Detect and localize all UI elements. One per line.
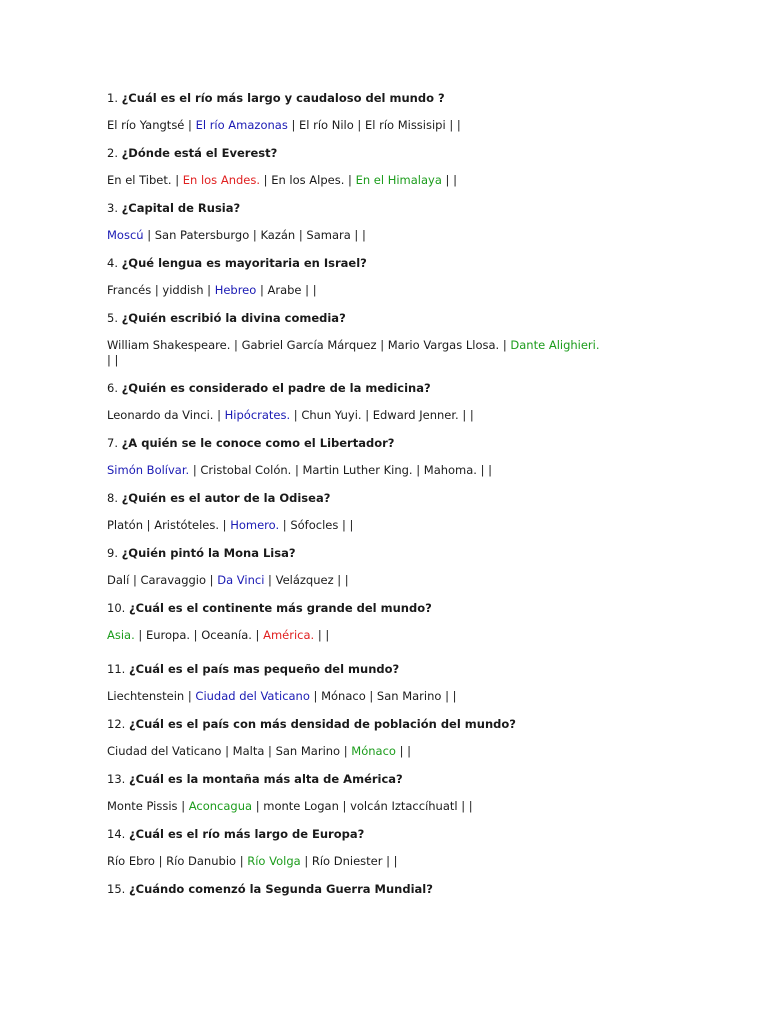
- question-text: ¿Cuál es el continente más grande del mundo?: [128, 601, 432, 615]
- separator: |: [143, 228, 155, 242]
- answer-option: Río Ebro: [107, 854, 155, 868]
- answer-options: [107, 173, 607, 188]
- question-block: [107, 90, 607, 133]
- question-block: [107, 545, 607, 588]
- separator: |: [290, 408, 302, 422]
- question-line: [107, 90, 607, 106]
- question-block: [107, 881, 607, 897]
- answer-option: Velázquez: [275, 573, 334, 587]
- answer-option: Aristóteles.: [154, 518, 220, 532]
- question-line: [107, 380, 607, 396]
- question-number: 10.: [107, 601, 126, 615]
- separator: | |: [476, 463, 493, 477]
- answer-options: [107, 628, 607, 643]
- separator: |: [338, 799, 351, 813]
- separator: |: [251, 628, 264, 642]
- answer-option: Malta: [232, 744, 265, 758]
- answer-option: Edward Jenner.: [372, 408, 459, 422]
- question-number: 7.: [107, 436, 118, 450]
- question-text: ¿Capital de Rusia?: [121, 201, 241, 215]
- answer-option: Kazán: [260, 228, 296, 242]
- question-text: ¿Cuándo comenzó la Segunda Guerra Mundial?: [128, 882, 433, 896]
- question-line: [107, 255, 607, 271]
- question-number: 4.: [107, 256, 118, 270]
- separator: |: [189, 463, 201, 477]
- question-line: [107, 200, 607, 216]
- answer-option: Hebreo: [214, 283, 257, 297]
- answer-option: Francés: [107, 283, 152, 297]
- question-line: [107, 716, 607, 732]
- answer-option: El río Missisipi: [364, 118, 446, 132]
- answer-option: Ciudad del Vaticano: [195, 689, 310, 703]
- answer-option: yiddish: [162, 283, 204, 297]
- answer-option: Leonardo da Vinci.: [107, 408, 214, 422]
- answer-options: [107, 118, 607, 133]
- answer-option: Hipócrates.: [224, 408, 291, 422]
- separator: |: [171, 173, 183, 187]
- answer-option: Río Volga: [247, 854, 301, 868]
- answer-options: [107, 573, 607, 588]
- answer-option: Simón Bolívar.: [107, 463, 190, 477]
- answer-option: En los Andes.: [182, 173, 260, 187]
- answer-option: El río Yangtsé: [107, 118, 185, 132]
- question-block: [107, 716, 607, 759]
- separator: |: [230, 338, 242, 352]
- separator: |: [134, 628, 146, 642]
- answer-options: [107, 338, 607, 368]
- answer-options: [107, 854, 607, 869]
- answer-option: Da Vinci: [217, 573, 265, 587]
- separator: |: [249, 228, 261, 242]
- separator: |: [219, 518, 231, 532]
- question-line: [107, 600, 607, 616]
- separator: |: [184, 689, 196, 703]
- answer-option: San Patersburgo: [154, 228, 250, 242]
- question-text: ¿Quién escribió la divina comedia?: [121, 311, 346, 325]
- answer-option: Mónaco: [351, 744, 396, 758]
- question-block: [107, 435, 607, 478]
- question-block: [107, 661, 607, 704]
- question-line: [107, 310, 607, 326]
- separator: | |: [441, 689, 457, 703]
- answer-option: Río Danubio: [166, 854, 237, 868]
- answer-option: Mario Vargas Llosa.: [387, 338, 500, 352]
- question-number: 13.: [107, 772, 126, 786]
- answer-option: Europa.: [145, 628, 191, 642]
- question-block: [107, 310, 607, 368]
- answer-option: En los Alpes.: [271, 173, 345, 187]
- separator: | |: [350, 228, 366, 242]
- question-number: 9.: [107, 546, 118, 560]
- separator: | |: [441, 173, 457, 187]
- separator: |: [353, 118, 365, 132]
- answer-option: Sófocles: [290, 518, 339, 532]
- answer-options: [107, 228, 607, 243]
- separator: |: [221, 744, 233, 758]
- answer-option: Cristobal Colón.: [200, 463, 292, 477]
- answer-option: En el Himalaya: [355, 173, 442, 187]
- answer-options: [107, 799, 607, 814]
- separator: |: [300, 854, 312, 868]
- separator: |: [260, 173, 272, 187]
- answer-option: Monte Pissis: [107, 799, 178, 813]
- separator: |: [203, 283, 215, 297]
- answer-options: [107, 689, 607, 704]
- answer-options: [107, 283, 607, 298]
- question-text: ¿Dónde está el Everest?: [121, 146, 278, 160]
- question-block: [107, 826, 607, 869]
- separator: |: [361, 408, 373, 422]
- separator: | |: [458, 408, 474, 422]
- separator: | |: [445, 118, 461, 132]
- answer-option: Martin Luther King.: [302, 463, 413, 477]
- answer-option: América.: [263, 628, 315, 642]
- question-block: [107, 380, 607, 423]
- question-text: ¿Cuál es la montaña más alta de América?: [128, 772, 403, 786]
- question-text: ¿Quién es considerado el padre de la medicina?: [121, 381, 431, 395]
- question-block: [107, 200, 607, 243]
- separator: |: [143, 518, 155, 532]
- answer-option: Oceanía.: [201, 628, 252, 642]
- question-block: [107, 771, 607, 814]
- question-text: ¿Cuál es el país mas pequeño del mundo?: [128, 662, 400, 676]
- separator: |: [154, 854, 167, 868]
- question-line: [107, 826, 607, 842]
- question-line: [107, 771, 607, 787]
- question-block: [107, 145, 607, 188]
- separator: |: [340, 744, 352, 758]
- separator: |: [190, 628, 202, 642]
- answer-option: Platón: [107, 518, 144, 532]
- separator: | |: [107, 353, 119, 367]
- question-block: [107, 255, 607, 298]
- question-number: 15.: [107, 882, 126, 896]
- answer-option: El río Amazonas: [195, 118, 288, 132]
- answer-options: [107, 518, 607, 533]
- separator: |: [129, 573, 141, 587]
- question-text: ¿Quién pintó la Mona Lisa?: [121, 546, 296, 560]
- separator: |: [177, 799, 189, 813]
- separator: |: [344, 173, 356, 187]
- answer-option: Ciudad del Vaticano: [107, 744, 222, 758]
- separator: |: [184, 118, 196, 132]
- answer-option: Aconcagua: [188, 799, 253, 813]
- answer-options: [107, 744, 607, 759]
- question-text: ¿Cuál es el río más largo de Europa?: [128, 827, 365, 841]
- separator: |: [287, 118, 300, 132]
- question-number: 12.: [107, 717, 126, 731]
- question-text: ¿A quién se le conoce como el Libertador?: [121, 436, 395, 450]
- separator: |: [279, 518, 291, 532]
- answer-option: Gabriel García Márquez: [241, 338, 377, 352]
- separator: |: [206, 573, 218, 587]
- separator: |: [412, 463, 424, 477]
- answer-option: Dalí: [107, 573, 130, 587]
- question-line: [107, 435, 607, 451]
- question-line: [107, 661, 607, 677]
- answer-option: Homero.: [230, 518, 280, 532]
- question-number: 5.: [107, 311, 118, 325]
- question-number: 2.: [107, 146, 118, 160]
- question-line: [107, 145, 607, 161]
- answer-option: volcán Iztaccíhuatl: [350, 799, 458, 813]
- answer-option: Asia.: [107, 628, 135, 642]
- answer-option: San Marino: [275, 744, 341, 758]
- separator: | |: [395, 744, 411, 758]
- answer-option: monte Logan: [263, 799, 339, 813]
- separator: |: [236, 854, 248, 868]
- separator: | |: [457, 799, 473, 813]
- answer-option: San Marino: [376, 689, 442, 703]
- separator: |: [252, 799, 264, 813]
- question-number: 6.: [107, 381, 118, 395]
- separator: |: [291, 463, 303, 477]
- separator: |: [256, 283, 268, 297]
- question-text: ¿Cuál es el país con más densidad de población del mundo?: [128, 717, 516, 731]
- separator: |: [499, 338, 511, 352]
- question-text: ¿Cuál es el río más largo y caudaloso del mundo ?: [121, 91, 445, 105]
- question-number: 11.: [107, 662, 126, 676]
- answer-option: Moscú: [107, 228, 144, 242]
- quiz-document: [107, 90, 607, 897]
- answer-option: El río Nilo: [299, 118, 354, 132]
- question-number: 1.: [107, 91, 118, 105]
- answer-option: Mahoma.: [423, 463, 477, 477]
- separator: |: [151, 283, 163, 297]
- answer-option: Río Dniester: [311, 854, 383, 868]
- separator: |: [376, 338, 388, 352]
- question-line: [107, 490, 607, 506]
- separator: | |: [301, 283, 317, 297]
- answer-options: [107, 408, 607, 423]
- separator: |: [309, 689, 322, 703]
- separator: | |: [382, 854, 398, 868]
- separator: |: [264, 744, 276, 758]
- question-number: 3.: [107, 201, 118, 215]
- answer-option: En el Tibet.: [107, 173, 172, 187]
- separator: |: [213, 408, 225, 422]
- answer-option: Caravaggio: [140, 573, 207, 587]
- question-text: ¿Qué lengua es mayoritaria en Israel?: [121, 256, 367, 270]
- answer-option: Chun Yuyi.: [301, 408, 362, 422]
- question-number: 8.: [107, 491, 118, 505]
- answer-option: Arabe: [267, 283, 302, 297]
- question-text: ¿Quién es el autor de la Odisea?: [121, 491, 331, 505]
- separator: |: [264, 573, 276, 587]
- question-line: [107, 545, 607, 561]
- answer-option: Samara: [306, 228, 351, 242]
- question-number: 14.: [107, 827, 126, 841]
- question-block: [107, 600, 607, 643]
- separator: | |: [314, 628, 330, 642]
- answer-option: Dante Alighieri.: [510, 338, 600, 352]
- answer-option: William Shakespeare.: [107, 338, 231, 352]
- answer-option: Liechtenstein: [107, 689, 185, 703]
- answer-option: Mónaco: [321, 689, 366, 703]
- separator: | |: [333, 573, 349, 587]
- separator: |: [365, 689, 377, 703]
- answer-options: [107, 463, 607, 478]
- separator: | |: [338, 518, 354, 532]
- separator: |: [295, 228, 307, 242]
- question-line: [107, 881, 607, 897]
- question-block: [107, 490, 607, 533]
